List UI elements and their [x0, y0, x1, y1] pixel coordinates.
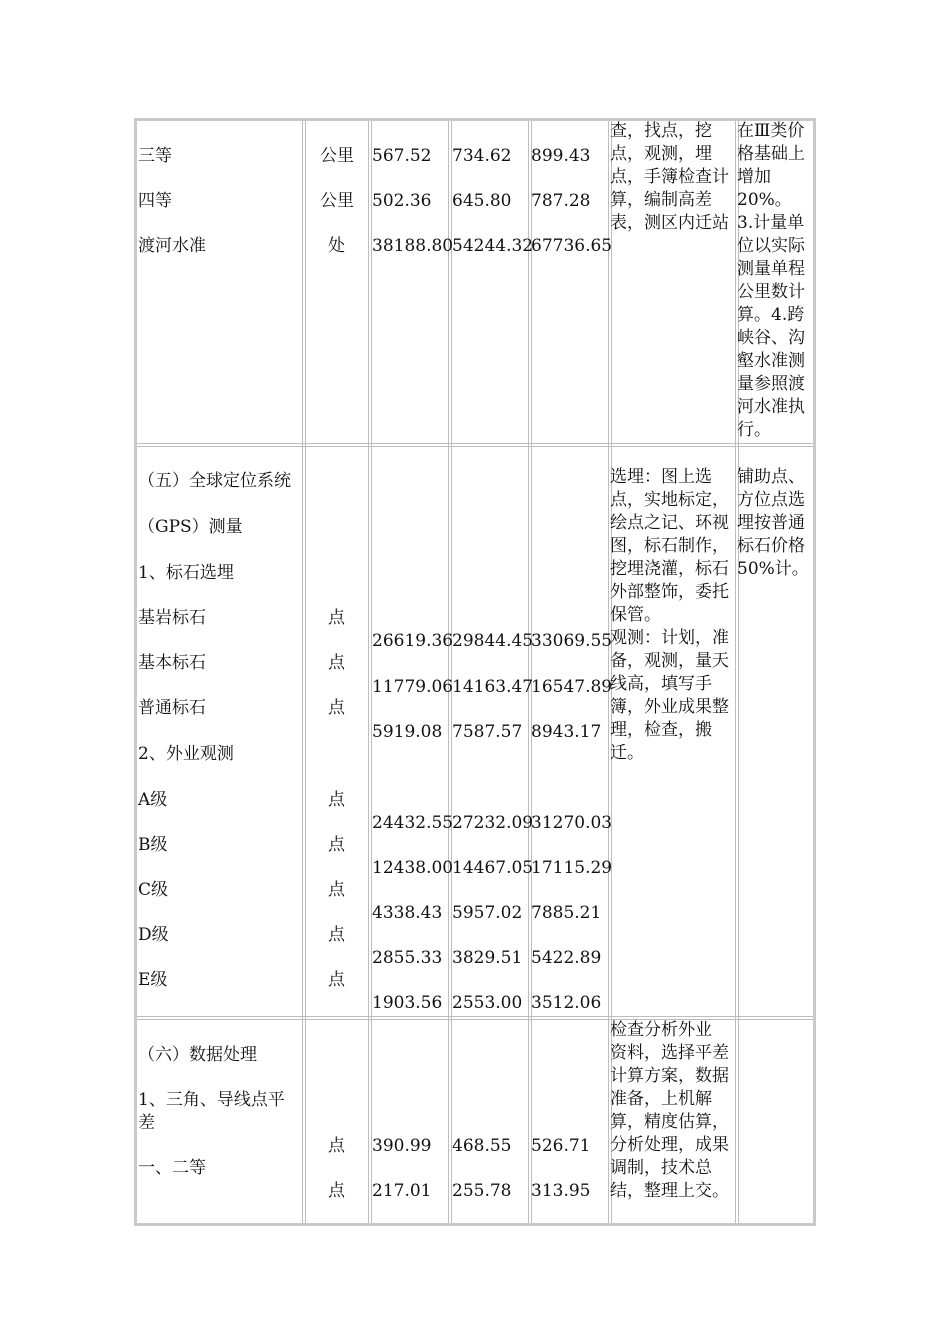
item-unit: 点: [328, 608, 345, 628]
item-name: 基岩标石: [138, 608, 206, 628]
price-level-1: 24432.55: [372, 813, 454, 833]
price-level-1: 2855.33: [372, 948, 443, 968]
price-level-1: 11779.06: [372, 677, 454, 697]
item-unit: 点: [328, 790, 345, 810]
item-name: 普通标石: [138, 698, 206, 718]
price-level-3: 899.43: [531, 146, 591, 166]
price-level-3: 313.95: [531, 1181, 591, 1201]
notes: 铺助点、 方位点选 埋按普通 标石价格 50%计。: [737, 467, 809, 579]
item-unit: 公里: [320, 191, 354, 211]
item-name: 三等: [138, 146, 172, 166]
price-level-1: 502.36: [372, 191, 432, 211]
item-unit: 点: [328, 970, 345, 990]
price-level-3: 3512.06: [531, 993, 602, 1013]
price-level-2: 5957.02: [452, 903, 523, 923]
price-level-3: 31270.03: [531, 813, 613, 833]
section-title: （六）数据处理: [138, 1045, 257, 1065]
item-name: A级: [138, 790, 168, 810]
price-level-2: 29844.45: [452, 631, 534, 651]
item-unit: 点: [328, 1136, 345, 1156]
price-level-1: 26619.36: [372, 631, 454, 651]
price-level-3: 526.71: [531, 1136, 591, 1156]
column-divider: [448, 121, 452, 1223]
price-level-3: 7885.21: [531, 903, 602, 923]
price-level-3: 5422.89: [531, 948, 602, 968]
item-unit: 点: [328, 653, 345, 673]
price-level-2: 3829.51: [452, 948, 523, 968]
item-name: B级: [138, 835, 168, 855]
price-level-3: 67736.65: [531, 236, 613, 256]
price-level-2: 255.78: [452, 1181, 512, 1201]
row-divider: [137, 443, 813, 447]
item-name: D级: [138, 925, 169, 945]
price-level-2: 2553.00: [452, 993, 523, 1013]
item-unit: 点: [328, 835, 345, 855]
section-title: （五）全球定位系统: [138, 471, 291, 491]
price-level-2: 734.62: [452, 146, 512, 166]
notes: 在Ⅲ类价 格基础上 增加 20%。 3.计量单 位以实际 测量单程 公里数计 算。4.跨 峡谷、沟 壑水准测 量参照渡 河水准执 行。: [737, 121, 805, 440]
item-unit: 处: [328, 236, 345, 256]
subsection-heading-cont: 差: [138, 1113, 155, 1133]
price-level-2: 14163.47: [452, 677, 534, 697]
column-divider: [368, 121, 372, 1223]
item-unit: 公里: [320, 146, 354, 166]
subsection-heading: 1、三角、导线点平: [138, 1090, 285, 1110]
work-content: 检查分析外业 资料，选择平差 计算方案，数据 准备，上机解 算，精度估算， 分析处理，成果 调制，技术总 结，整理上交。: [610, 1020, 729, 1201]
item-name: 四等: [138, 191, 172, 211]
work-content: 选埋：图上选 点，实地标定， 绘点之记、环视 图，标石制作， 挖埋浇灌，标石 外部整饰，委托 保管。 观测：计划，准 备，观测，量天 线高，填写手 簿，外业成果整 理，检查，搬 迁。: [610, 467, 729, 763]
price-level-1: 567.52: [372, 146, 432, 166]
item-unit: 点: [328, 698, 345, 718]
column-divider: [302, 121, 306, 1223]
price-level-1: 390.99: [372, 1136, 432, 1156]
column-divider: [528, 121, 532, 1223]
price-level-2: 645.80: [452, 191, 512, 211]
price-level-1: 217.01: [372, 1181, 432, 1201]
price-level-3: 17115.29: [531, 858, 613, 878]
price-level-2: 54244.32: [452, 236, 534, 256]
item-name: 基本标石: [138, 653, 206, 673]
item-unit: 点: [328, 1181, 345, 1201]
price-level-1: 1903.56: [372, 993, 443, 1013]
subsection-heading: 2、外业观测: [138, 744, 234, 764]
section-subtitle: （GPS）测量: [138, 517, 243, 537]
price-level-2: 14467.05: [452, 858, 534, 878]
subsection-heading: 1、标石选埋: [138, 563, 234, 583]
item-name: 一、二等: [138, 1158, 206, 1178]
price-level-3: 8943.17: [531, 722, 602, 742]
item-unit: 点: [328, 925, 345, 945]
price-level-2: 27232.09: [452, 813, 534, 833]
item-unit: 点: [328, 880, 345, 900]
price-level-1: 38188.80: [372, 236, 454, 256]
price-level-3: 33069.55: [531, 631, 613, 651]
price-level-1: 12438.00: [372, 858, 454, 878]
price-level-2: 468.55: [452, 1136, 512, 1156]
price-level-3: 787.28: [531, 191, 591, 211]
price-level-3: 16547.89: [531, 677, 613, 697]
price-level-2: 7587.57: [452, 722, 523, 742]
item-name: C级: [138, 880, 169, 900]
item-name: E级: [138, 970, 168, 990]
price-level-1: 4338.43: [372, 903, 443, 923]
work-content: 查，找点，挖 点，观测，埋 点，手簿检查计 算，编制高差 表，测区内迁站: [610, 121, 729, 233]
price-level-1: 5919.08: [372, 722, 443, 742]
item-name: 渡河水准: [138, 236, 206, 256]
